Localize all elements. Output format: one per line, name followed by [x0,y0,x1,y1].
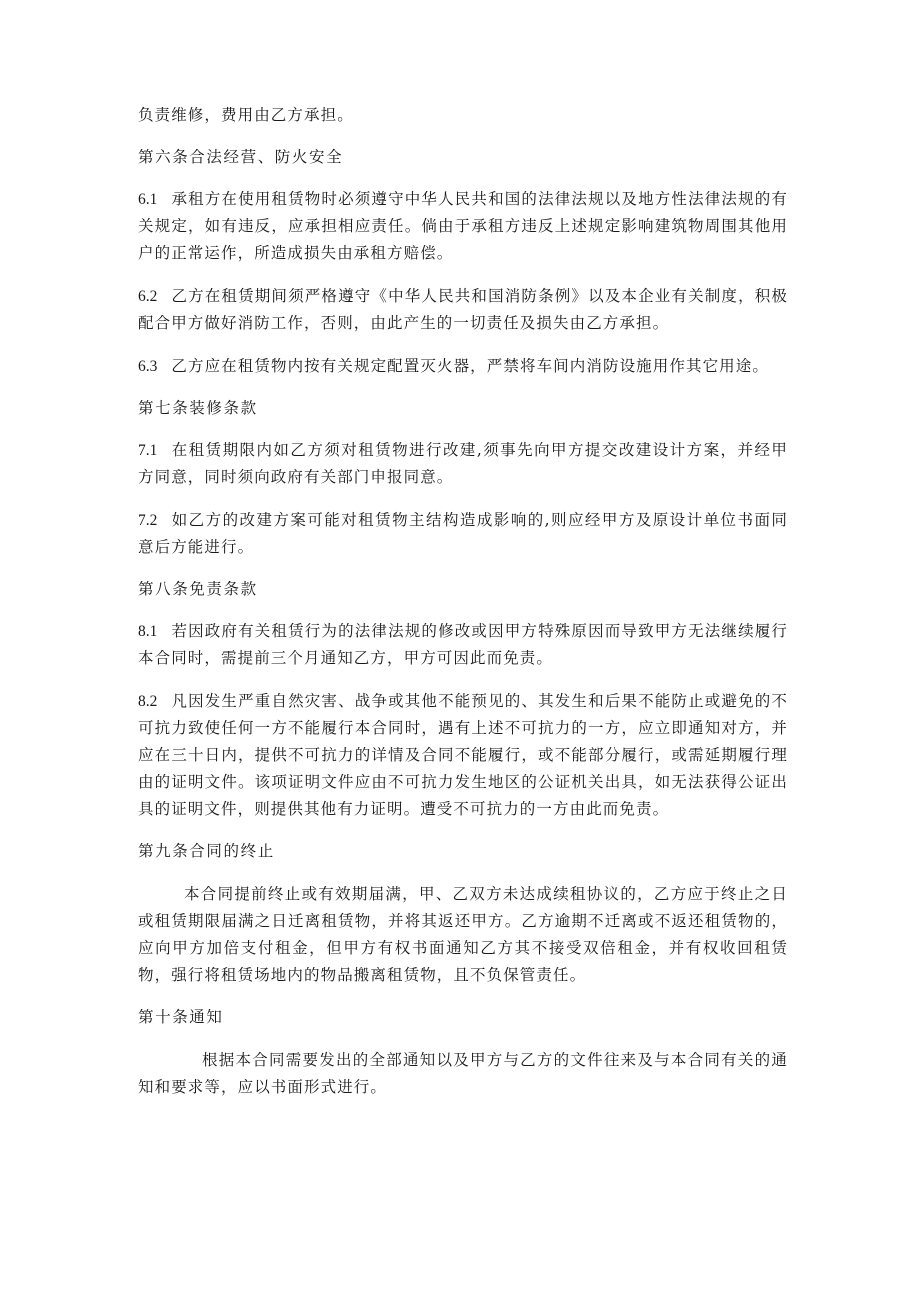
clause-number: 6.1 [138,191,158,208]
clause-text: 承租方在使用租赁物时必须遵守中华人民共和国的法律法规以及地方性法律法规的有关规定，如有违反，应承担相应责任。倘由于承租方违反上述规定影响建筑物周围其他用户的正常运作，所造成损失由承租方赔偿。 [138,190,788,262]
clause-8-2 [138,688,788,823]
clause-7-2 [138,507,788,561]
article-8-heading: 第八条免责条款 [138,580,258,598]
clause-text: 如乙方的改建方案可能对租赁物主结构造成影响的,则应经甲方及原设计单位书面同意后方能进行。 [138,511,788,556]
clause-number: 8.1 [138,623,158,640]
clause-6-3 [138,353,788,380]
clause-number: 6.3 [138,358,158,375]
clause-text: 乙方在租赁期间须严格遵守《中华人民共和国消防条例》以及本企业有关制度，积极配合甲方做好消防工作，否则，由此产生的一切责任及损失由乙方承担。 [138,287,788,332]
article-6-heading: 第六条合法经营、防火安全 [138,148,344,166]
clause-number: 7.2 [138,512,158,529]
article-10-heading: 第十条通知 [138,1008,224,1026]
clause-6-2 [138,283,788,337]
clause-text: 若因政府有关租赁行为的法律法规的修改或因甲方特殊原因而导致甲方无法继续履行本合同时，需提前三个月通知乙方，甲方可因此而免责。 [138,622,788,667]
clause-8-1 [138,618,788,672]
clause-text: 乙方应在租赁物内按有关规定配置灭火器，严禁将车间内消防设施用作其它用途。 [171,357,769,375]
intro-paragraph: 负责维修，费用由乙方承担。 [138,106,354,124]
article-7-heading: 第七条装修条款 [138,399,258,417]
clause-7-1 [138,437,788,491]
article-9-paragraph: 本合同提前终止或有效期届满，甲、乙双方未达成续租协议的，乙方应于终止之日或租赁期限届满之日迁离租赁物，并将其返还甲方。乙方逾期不迁离或不返还租赁物的，应向甲方加倍支付租金，但甲方有权书面通知乙方其不接受双倍租金，并有权收回租赁物，强行将租赁场地内的物品搬离租赁物，且不负保管责任。 [138,885,788,984]
contract-page [138,102,788,1101]
clause-text: 在租赁期限内如乙方须对租赁物进行改建,须事先向甲方提交改建设计方案，并经甲方同意，同时须向政府有关部门申报同意。 [138,441,788,486]
clause-text: 凡因发生严重自然灾害、战争或其他不能预见的、其发生和后果不能防止或避免的不可抗力致使任何一方不能履行本合同时，遇有上述不可抗力的一方，应立即通知对方，并应在三十日内，提供不可抗力的详情及合同不能履行，或不能部分履行，或需延期履行理由的证明文件。该项证明文件应由不可抗力发生地区的公证机关出具，如无法获得公证出具的证明文件，则提供其他有力证明。遭受不可抗力的一方由此而免责。 [138,692,788,818]
clause-6-1 [138,186,788,267]
clause-number: 6.2 [138,288,158,305]
clause-number: 7.1 [138,442,158,459]
article-9-heading: 第九条合同的终止 [138,842,275,860]
clause-number: 8.2 [138,693,158,710]
article-10-paragraph: 根据本合同需要发出的全部通知以及甲方与乙方的文件往来及与本合同有关的通知和要求等，应以书面形式进行。 [138,1051,788,1096]
